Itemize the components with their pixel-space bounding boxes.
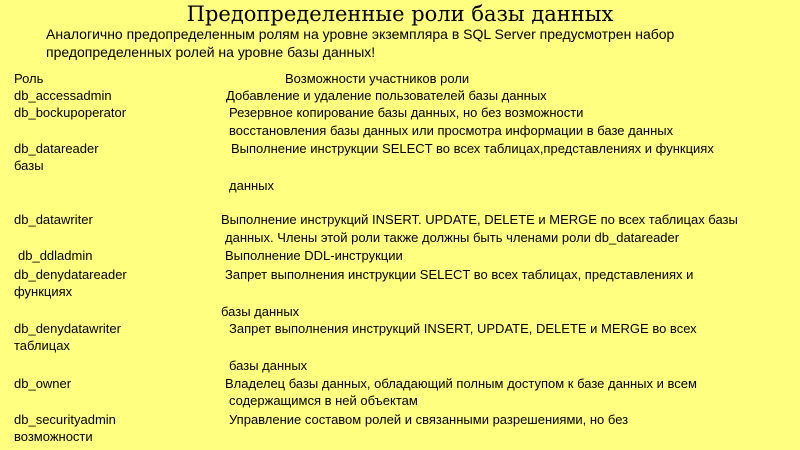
role-description-line: восстановления базы данных или просмотра информации в базе данных xyxy=(229,123,674,138)
role-description-line: базы xyxy=(14,158,44,173)
intro-text xyxy=(46,25,786,61)
role-description-line: таблицах xyxy=(14,338,70,353)
role-name: db_securityadmin xyxy=(14,412,116,427)
role-name: db_datareader xyxy=(14,141,99,156)
role-description-line: Резервное копирование базы данных, но без возможности xyxy=(229,105,584,120)
role-name: db_owner xyxy=(14,376,72,391)
role-name: db_denydatawriter xyxy=(14,321,121,336)
header-role: Роль xyxy=(14,71,44,86)
role-description-line: базы данных xyxy=(221,304,300,319)
role-description-line: Владелец базы данных, обладающий полным доступом к базе данных и всем xyxy=(225,376,697,391)
role-description-line: данных. Члены этой роли также должны быть членами роли db_datareader xyxy=(225,230,680,245)
role-description-line: Выполнение инструкции SELECT во всех таблицах,представлениях и функциях xyxy=(231,141,714,156)
role-name: db_ddladmin xyxy=(18,248,93,263)
role-description-line: базы данных xyxy=(229,358,308,373)
role-description-line: Запрет выполнения инструкций INSERT, UPDATE, DELETE и MERGE во всех xyxy=(229,321,697,336)
role-name: db_denydatareader xyxy=(14,267,127,282)
role-name: db_datawriter xyxy=(14,212,93,227)
role-description-line: данных xyxy=(229,178,275,193)
role-description-line: возможности xyxy=(14,429,93,444)
role-name: db_accessadmin xyxy=(14,88,112,103)
role-description-line: Выполнение инструкций INSERT. UPDATE, DELETE и MERGE по всех таблицах базы xyxy=(221,212,738,227)
slide-title: Предопределенные роли базы данных xyxy=(186,2,614,26)
role-name: db_bockupoperator xyxy=(14,105,127,120)
role-description-line: Выполнение DDL-инструкции xyxy=(225,248,403,263)
intro-line-2: предопределенных ролей на уровне базы данных! xyxy=(46,44,376,60)
header-description: Возможности участников роли xyxy=(285,71,470,86)
role-description-line: функциях xyxy=(14,284,73,299)
role-description-line: Добавление и удаление пользователей базы данных xyxy=(226,88,547,103)
role-description-line: Управление составом ролей и связанными разрешениями, но без xyxy=(229,412,629,427)
intro-line-1: Аналогично предопределенным ролям на уровне экземпляра в SQL Server предусмотрен набор xyxy=(46,26,675,42)
role-description-line: Запрет выполнения инструкции SELECT во всех таблицах, представлениях и xyxy=(225,267,694,282)
role-description-line: содержащимся в ней объектам xyxy=(229,393,418,408)
